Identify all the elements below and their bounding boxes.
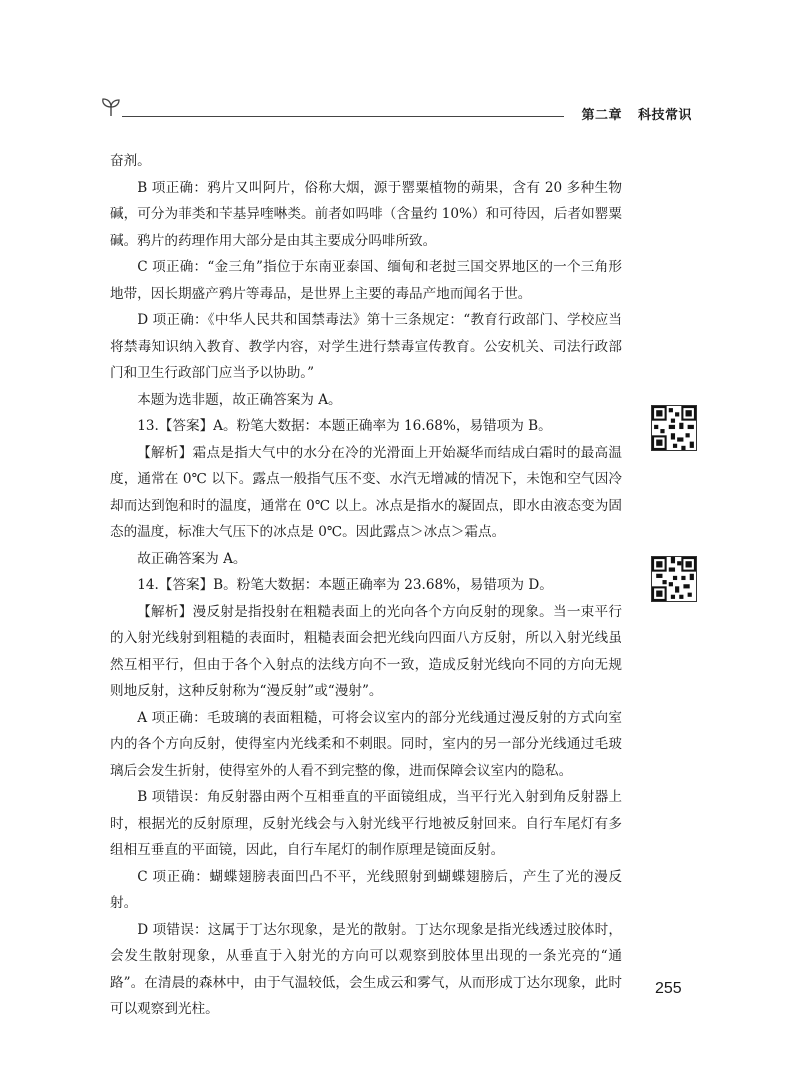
- paragraph: C 项正确：“金三角”指位于东南亚泰国、缅甸和老挝三国交界地区的一个三角形地带，因长期盛产鸦片等毒品，是世界上主要的毒品产地而闻名于世。: [110, 259, 622, 302]
- answer-14: 14.【答案】B。粉笔大数据：本题正确率为 23.68%，易错项为 D。: [137, 577, 553, 593]
- paragraph: 本题为选非题，故正确答案为 A。: [137, 391, 342, 408]
- paragraph: 奋剂。: [110, 153, 151, 169]
- paragraph: A 项正确：毛玻璃的表面粗糙，可将会议室内的部分光线通过漫反射的方式向室内的各个方向反射，使得室内光线柔和不刺眼。同时，室内的另一部分光线通过毛玻璃后会发生折射，使得室外的人看不到完整的像，进而保障会议室内的隐私。: [110, 709, 622, 779]
- page-number: 255: [655, 980, 682, 997]
- paragraph: B 项错误：角反射器由两个互相垂直的平面镜组成，当平行光入射到角反射器上时，根据光的反射原理，反射光线会与入射光线平行地被反射回来。自行车尾灯有多组相互垂直的平面镜，因此，自行车尾灯的制作原理是镜面反射。: [110, 789, 622, 858]
- sprout-icon: [100, 96, 122, 118]
- analysis-14: 【解析】漫反射是指投射在粗糙表面上的光向各个方向反射的现象。当一束平行的入射光线射到粗糙的表面时，粗糙表面会把光线向四面八方反射，所以入射光线虽然互相平行，但由于各个入射点的法线方向不一致，造成反射光线向不同的方向无规则地反射，这种反射称为“漫反射”或“漫射”。: [110, 603, 622, 699]
- answer-13: 13.【答案】A。粉笔大数据：本题正确率为 16.68%，易错项为 B。: [137, 418, 552, 434]
- analysis-13: 【解析】霜点是指大气中的水分在冷的光滑面上开始凝华而结成白霜时的最高温度，通常在 0℃ 以下。露点一般指气压不变、水汽无增减的情况下，未饱和空气因冷却而达到饱和时的温度，通常在 0℃ 以上。冰点是指水的凝固点，即水由液态变为固态的温度，标准大气压下的冰点是 0℃。因此露点＞冰点＞霜点。: [110, 444, 622, 540]
- paragraph: 故正确答案为 A。: [137, 550, 247, 567]
- page-header: [100, 96, 700, 122]
- qr-code-icon[interactable]: [651, 405, 697, 451]
- paragraph: C 项正确：蝴蝶翅膀表面凹凸不平，光线照射到蝴蝶翅膀后，产生了光的漫反射。: [110, 868, 622, 911]
- qr-code-icon[interactable]: [651, 556, 697, 602]
- chapter-title: 科技常识: [637, 108, 692, 123]
- page-body: [110, 148, 622, 1023]
- chapter-label: [581, 104, 692, 123]
- paragraph: D 项错误：这属于丁达尔现象，是光的散射。丁达尔现象是指光线透过胶体时，会发生散射现象，从垂直于入射光的方向可以观察到胶体里出现的一条光亮的“通路”。在清晨的森林中，由于气温较低，会生成云和雾气，从而形成丁达尔现象，此时可以观察到光柱。: [110, 921, 622, 1017]
- paragraph: B 项正确：鸦片又叫阿片，俗称大烟，源于罂粟植物的蒴果，含有 20 多种生物碱，可分为菲类和苄基异喹啉类。前者如吗啡（含量约 10%）和可待因，后者如罂粟碱。鸦片的药理作用大部分是由其主要成分吗啡所致。: [110, 179, 622, 249]
- chapter-number: 第二章: [581, 108, 622, 123]
- paragraph: D 项正确：《中华人民共和国禁毒法》第十三条规定：“教育行政部门、学校应当将禁毒知识纳入教育、教学内容，对学生进行禁毒宣传教育。公安机关、司法行政部门和卫生行政部门应当予以协助。”: [110, 312, 622, 381]
- header-rule: [122, 116, 564, 117]
